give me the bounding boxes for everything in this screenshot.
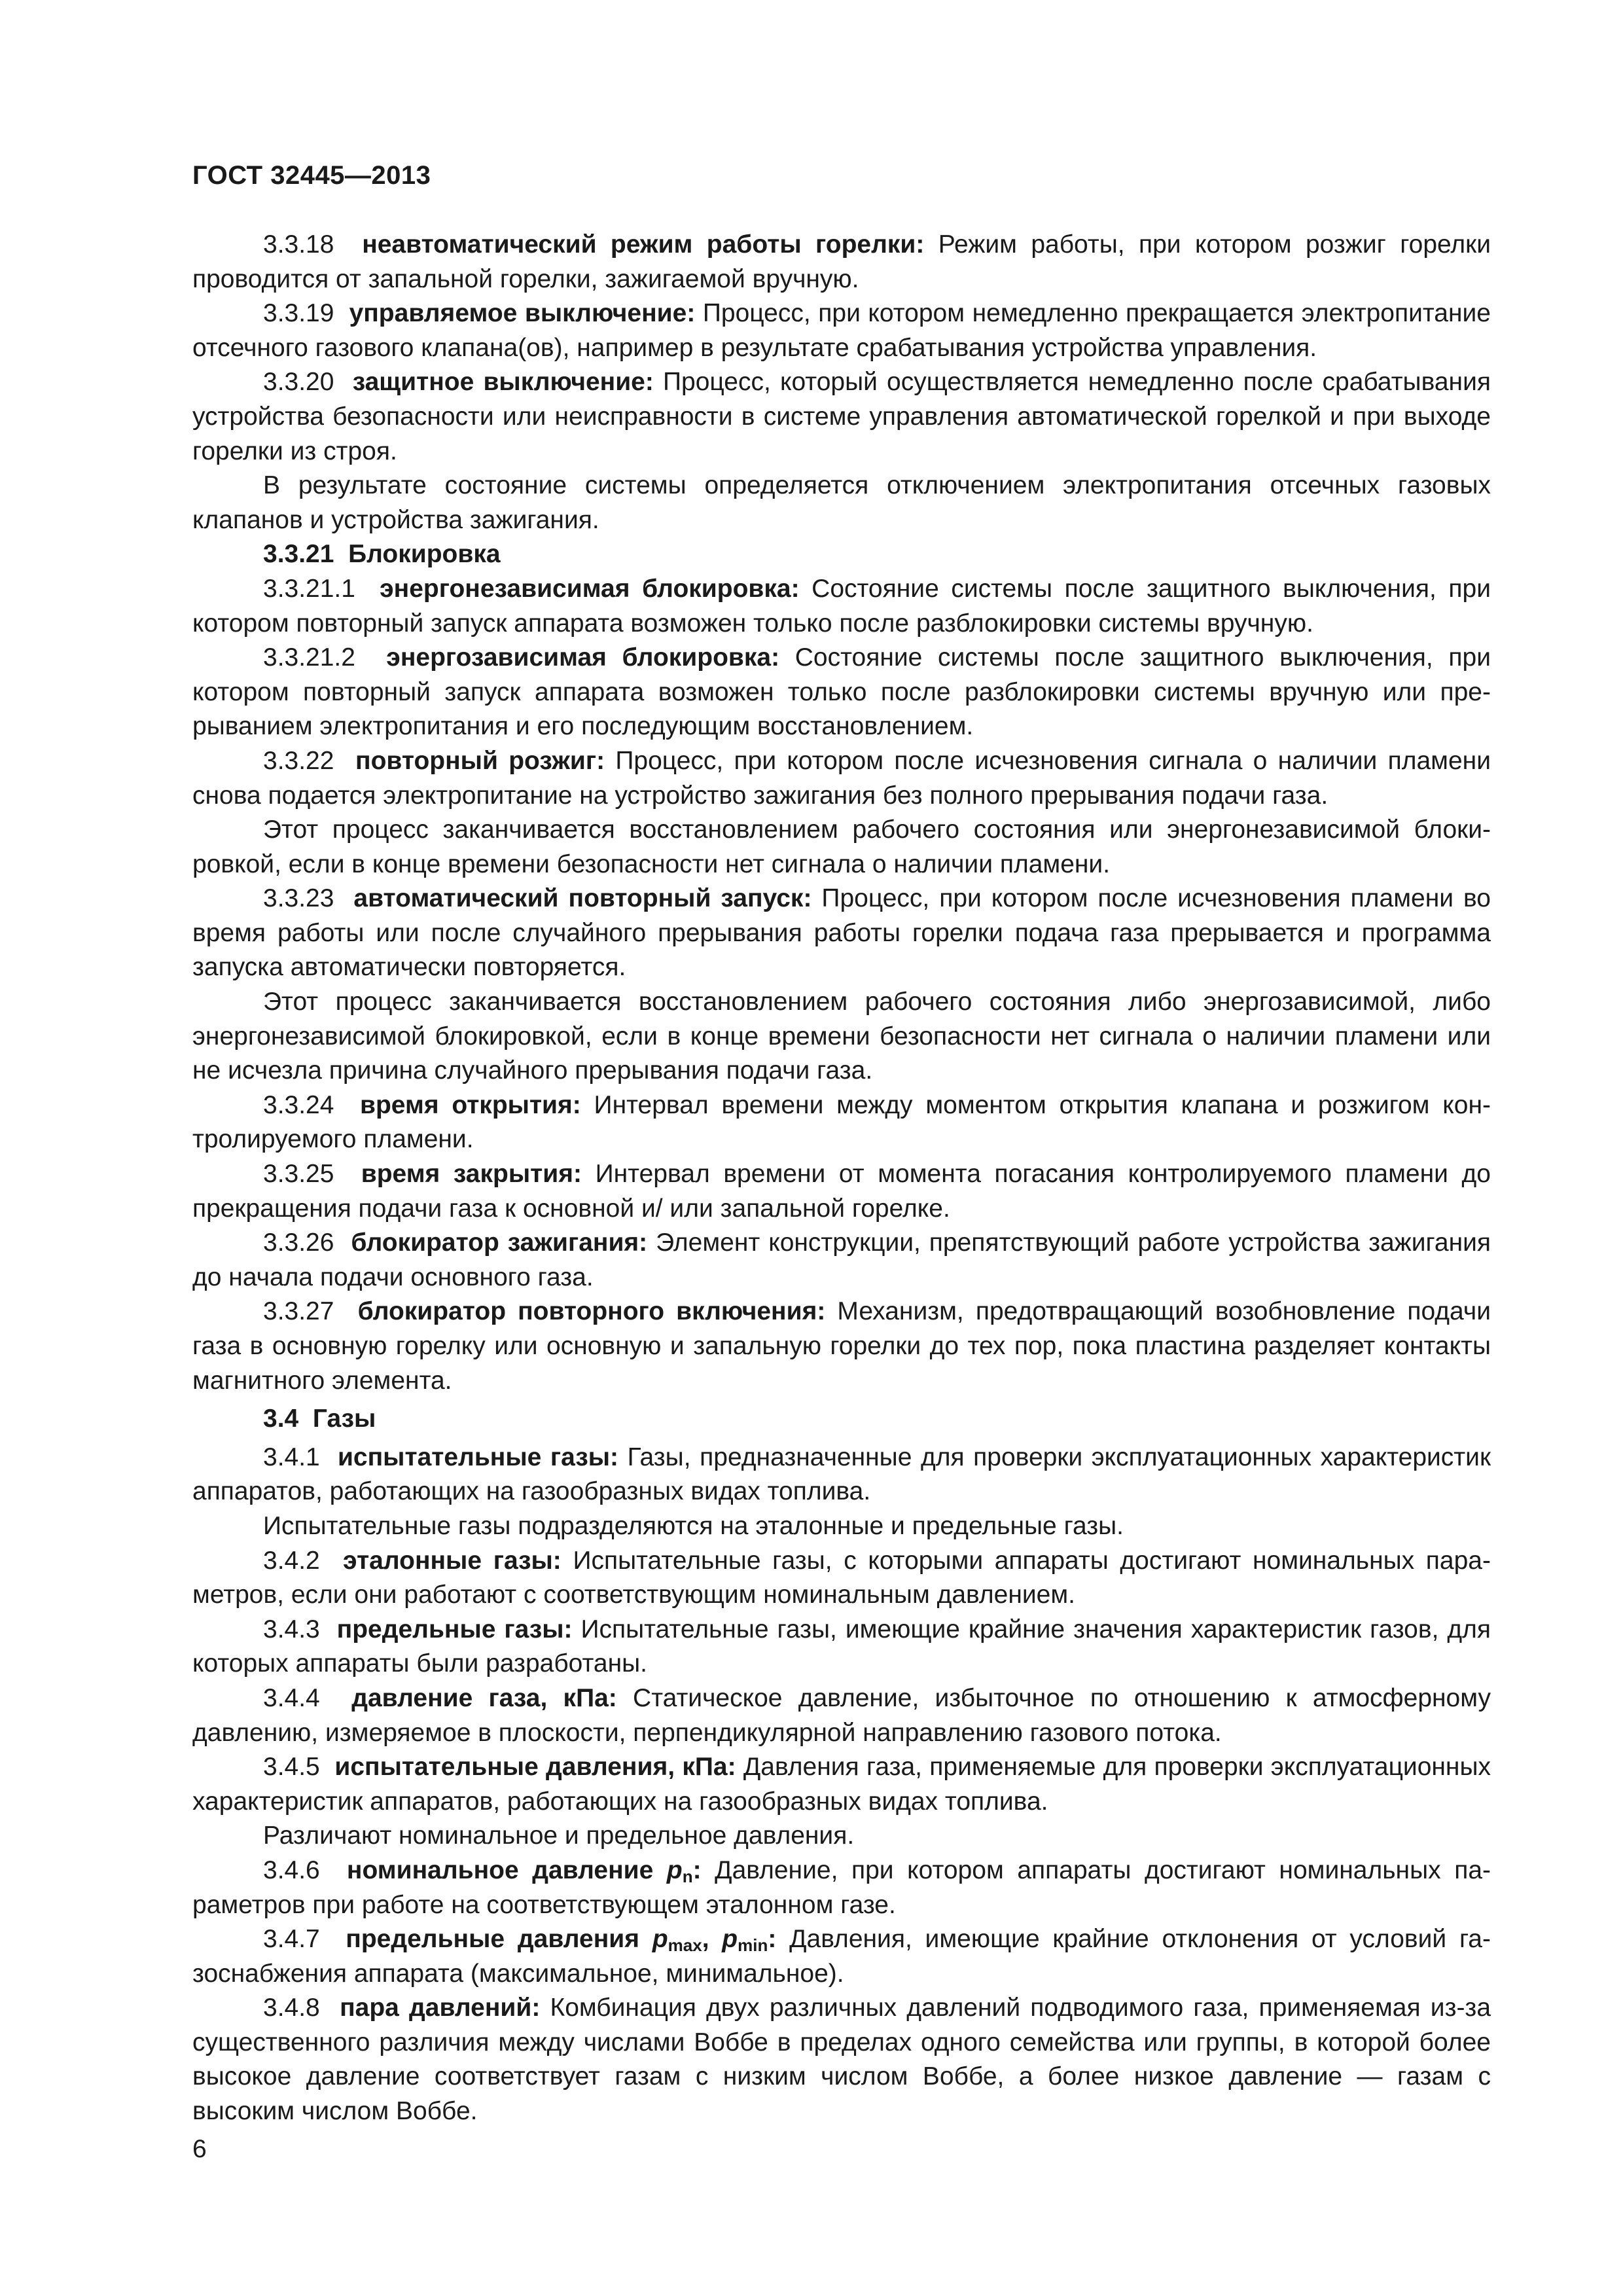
paragraph-3-3-22 xyxy=(192,744,1491,813)
paragraph-3-4-2 xyxy=(192,1544,1491,1613)
clause-number: 3.4.6 xyxy=(263,1856,320,1884)
definition: Давление, при котором аппараты достигают номинальных параметров при работе на соответствующем эталонном газе. xyxy=(192,1856,1491,1919)
definition: Испытательные газы, с которыми аппараты достигают номинальных параметров, если они работают с соответствующим номинальным давлением. xyxy=(192,1546,1491,1609)
definition: Режим работы, при котором розжиг горелки проводится от запальной горелки, зажигаемой вручную. xyxy=(192,230,1491,293)
term-text: предельные давления xyxy=(346,1925,652,1954)
paragraph-3-3-27 xyxy=(192,1295,1491,1398)
definition: Интервал времени от момента погасания контролируемого пламени до прекращения подачи газа к основной и/ или запальной горелке. xyxy=(192,1160,1491,1223)
note-text: Различают номинальное и предельное давления. xyxy=(263,1821,855,1850)
clause-number: 3.3.21.1 xyxy=(263,574,355,603)
paragraph-note xyxy=(192,813,1491,882)
paragraph-3-4-7 xyxy=(192,1922,1491,1991)
term: автоматический повторный запуск: xyxy=(353,884,812,913)
term-colon: : xyxy=(692,1856,702,1884)
paragraph-3-3-26 xyxy=(192,1226,1491,1295)
term: пара давлений: xyxy=(340,1994,541,2022)
clause-number: 3.4.1 xyxy=(263,1443,320,1471)
definition: Процесс, при котором после исчезновения сигнала о наличии пламени снова подается электропитание на устройство зажигания без полного прерывания подачи газа. xyxy=(192,746,1491,810)
clause-number: 3.3.25 xyxy=(263,1160,334,1189)
note-text: Испытательные газы подразделяются на эталонные и предельные газы. xyxy=(263,1511,1124,1540)
heading-title: Блокировка xyxy=(348,540,501,569)
paragraph-3-3-21-2 xyxy=(192,641,1491,744)
definition: Состояние системы после защитного выключения, при котором повторный запуск аппарата возможен только после разблокировки системы вручную. xyxy=(192,574,1491,637)
heading-number: 3.4 xyxy=(263,1405,299,1433)
clause-number: 3.3.18 xyxy=(263,230,334,259)
clause-number: 3.4.3 xyxy=(263,1615,320,1643)
clause-number: 3.3.26 xyxy=(263,1229,334,1257)
heading-title: Газы xyxy=(312,1405,376,1433)
clause-number: 3.4.4 xyxy=(263,1683,320,1712)
paragraph-3-4-1 xyxy=(192,1441,1491,1509)
term: блокиратор повторного включения: xyxy=(357,1297,826,1326)
definition: Процесс, который осуществляется немедленно после срабатывания устройства безопасности или неисправности в системе управления автоматической горелкой и при выходе горелки из строя. xyxy=(192,368,1491,465)
term: неавтоматический режим работы горелки: xyxy=(362,230,925,259)
term: время закрытия: xyxy=(361,1160,582,1189)
definition: Состояние системы после защитного выключения, при котором повторный запуск аппарата возможен только после разблокировки системы вручную или прерыванием электропитания и его последующим восстановлением. xyxy=(192,643,1491,741)
paragraph-3-3-19 xyxy=(192,296,1491,365)
clause-number: 3.4.7 xyxy=(263,1925,320,1954)
paragraph-3-3-25 xyxy=(192,1157,1491,1226)
term: энергозависимая блокировка: xyxy=(386,643,780,672)
note-text: В результате состояние системы определяется отключением электропитания отсечных газовых клапанов и устройства зажигания. xyxy=(192,471,1491,534)
pressure-subscript: n xyxy=(682,1866,693,1886)
note-text: Этот процесс заканчивается восстановлением рабочего состояния или энергонезависимой блокировкой, если в конце времени безопасности нет сигнала о наличии пламени. xyxy=(192,816,1491,878)
term-text: номинальное давление xyxy=(346,1856,667,1884)
definition: Давления, имеющие крайние отклонения от условий газоснабжения аппарата (максимальное, минимальное). xyxy=(192,1925,1491,1988)
document-header: ГОСТ 32445—2013 xyxy=(192,161,431,190)
paragraph-note xyxy=(192,1819,1491,1854)
term: давление газа, кПа: xyxy=(351,1683,617,1712)
definition: Интервал времени между моментом открытия клапана и розжигом контролируемого пламени. xyxy=(192,1090,1491,1154)
clause-number: 3.3.24 xyxy=(263,1090,334,1119)
paragraph-3-3-18 xyxy=(192,228,1491,296)
clause-number: 3.4.2 xyxy=(263,1546,320,1575)
definition: Статическое давление, избыточное по отношению к атмосферному давлению, измеряемое в плоскости, перпендикулярной направлению газового потока. xyxy=(192,1683,1491,1747)
paragraph-3-3-24 xyxy=(192,1088,1491,1157)
clause-number: 3.4.5 xyxy=(263,1753,320,1782)
clause-number: 3.4.8 xyxy=(263,1994,320,2022)
term: защитное выключение: xyxy=(352,368,654,397)
pressure-symbol-max: p xyxy=(652,1925,668,1954)
paragraph-3-3-23 xyxy=(192,882,1491,985)
paragraph-3-4-6 xyxy=(192,1854,1491,1922)
paragraph-3-4-5 xyxy=(192,1750,1491,1819)
term: блокиратор зажигания: xyxy=(351,1229,648,1257)
clause-number: 3.3.27 xyxy=(263,1297,334,1326)
term-colon: : xyxy=(768,1925,777,1954)
term: испытательные газы: xyxy=(337,1443,619,1471)
definition: Испытательные газы, имеющие крайние значения характеристик газов, для которых аппараты были разработаны. xyxy=(192,1615,1491,1678)
term: управляемое выключение: xyxy=(349,299,696,328)
document-body xyxy=(192,228,1491,2129)
term: предельные газы: xyxy=(336,1615,573,1643)
term xyxy=(347,1856,702,1884)
definition: Процесс, при котором после исчезновения пламени во время работы или после случайного прерывания работы горелки подача газа прерывается и программа запуска автоматически повторяется. xyxy=(192,884,1491,982)
term: испытательные давления, кПа: xyxy=(334,1753,736,1782)
pressure-symbol-min: p xyxy=(722,1925,738,1954)
clause-number: 3.3.23 xyxy=(263,884,334,913)
term xyxy=(346,1925,777,1956)
pressure-symbol: p xyxy=(666,1856,683,1884)
term: повторный розжиг: xyxy=(355,746,605,775)
definition: Давления газа, применяемые для проверки эксплуатационных характеристик аппаратов, работающих на газообразных видах топлива. xyxy=(192,1753,1491,1816)
paragraph-3-3-21-1 xyxy=(192,572,1491,641)
paragraph-note xyxy=(192,985,1491,1088)
definition: Комбинация двух различных давлений подводимого газа, применяемая из-за существенного различия между числами Воббе в пределах одного семейства или группы, в которой более высокое давление соответствует газам с низким числом Воббе, а более низкое давление — газам с высоким числом Воббе. xyxy=(192,1994,1491,2126)
definition: Процесс, при котором немедленно прекращается электропитание отсечного газового клапана(ов), например в результате срабатывания устройства управления. xyxy=(192,299,1491,362)
pressure-subscript-min: min xyxy=(738,1935,768,1956)
pressure-subscript-max: max xyxy=(668,1935,702,1956)
definition: Газы, предназначенные для проверки эксплуатационных характеристик аппаратов, работающих на газообразных видах топлива. xyxy=(192,1443,1491,1506)
heading-number: 3.3.21 xyxy=(263,540,334,569)
note-text: Этот процесс заканчивается восстановлением рабочего состояния либо энергозависимой, либо энергонезависимой блокировкой, если в конце времени безопасности нет сигнала о наличии пламени или не исчезла причина случайного прерывания подачи газа. xyxy=(192,988,1491,1085)
definition: Механизм, предотвращающий возобновление подачи газа в основную горелку или основную и запальную горелки до тех пор, пока пластина разделяет контакты магнитного элемента. xyxy=(192,1297,1491,1395)
paragraph-note xyxy=(192,1509,1491,1544)
term: энергонезависимая блокировка: xyxy=(380,574,800,603)
paragraph-note xyxy=(192,469,1491,537)
term-separator: , xyxy=(702,1925,722,1954)
definition: Элемент конструкции, препятствующий работе устройства зажигания до начала подачи основного газа. xyxy=(192,1229,1491,1291)
paragraph-3-4-3 xyxy=(192,1613,1491,1681)
paragraph-3-4-8 xyxy=(192,1991,1491,2128)
section-heading-3-3-21 xyxy=(192,537,1491,572)
paragraph-3-4-4 xyxy=(192,1681,1491,1750)
clause-number: 3.3.21.2 xyxy=(263,643,355,672)
paragraph-3-3-20 xyxy=(192,365,1491,469)
section-heading-3-4 xyxy=(192,1402,1491,1437)
clause-number: 3.3.19 xyxy=(263,299,334,328)
term: время открытия: xyxy=(360,1090,581,1119)
clause-number: 3.3.22 xyxy=(263,746,334,775)
page-number: 6 xyxy=(192,2135,207,2163)
clause-number: 3.3.20 xyxy=(263,368,334,397)
term: эталонные газы: xyxy=(343,1546,562,1575)
